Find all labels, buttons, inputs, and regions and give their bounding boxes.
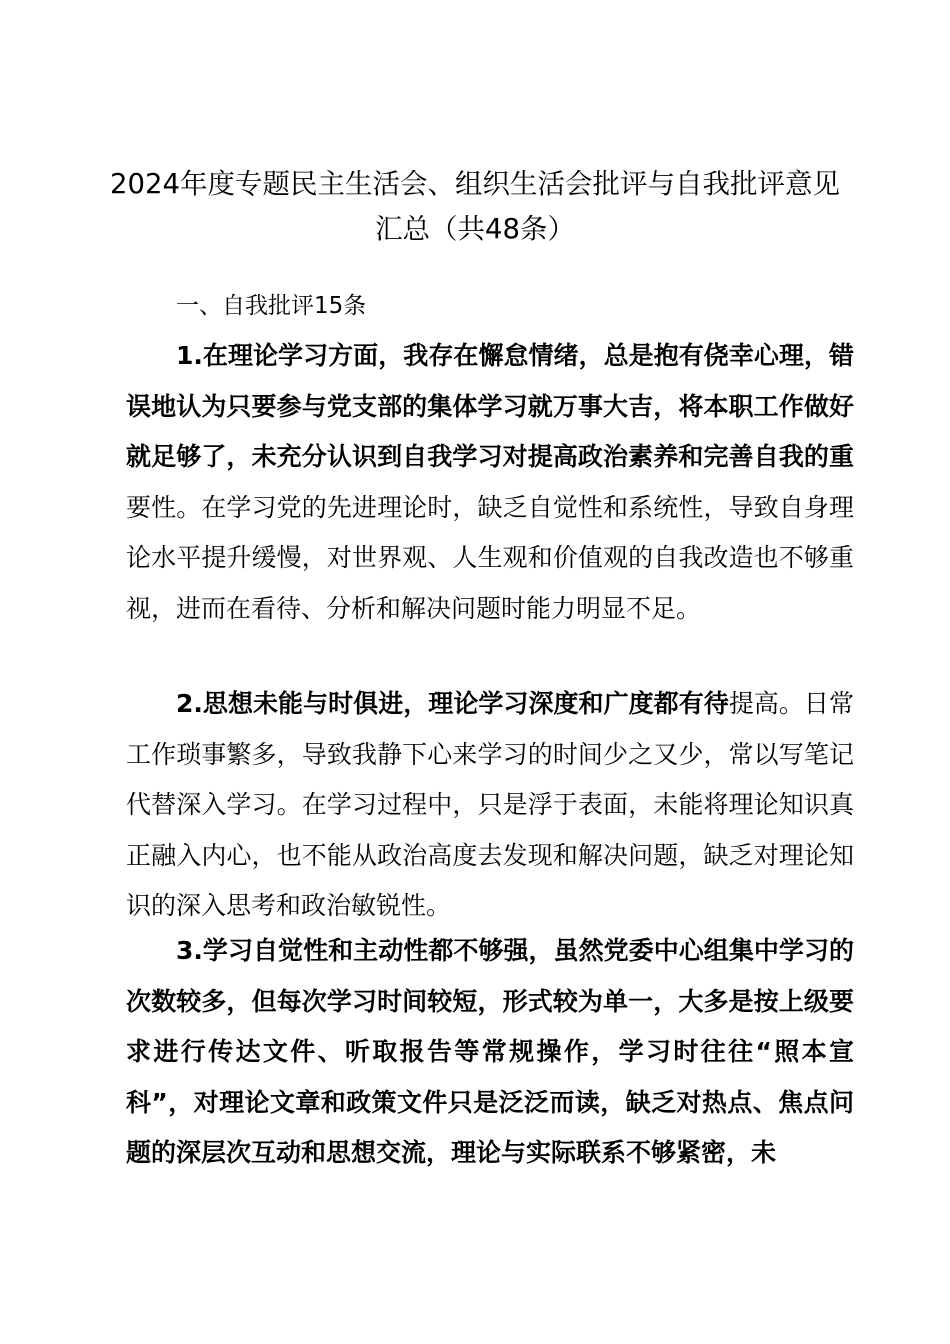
section-heading: 一、自我批评15条 bbox=[176, 293, 367, 319]
paragraph-1-text: 要性。在学习党的先进理论时，缺乏自觉性和系统性，导致自身理论水平提升缓慢，对世界观、人生观和价值观的自我改造也不够重视，进而在看待、分析和解决问题时能力明显不足。 bbox=[126, 492, 854, 623]
paragraph-2 bbox=[126, 679, 854, 932]
paragraph-3-bold-text: 3.学习自觉性和主动性都不够强，虽然党委中心组集中学习的次数较多，但每次学习时间较短，形式较为单一，大多是按上级要求进行传达文件、听取报告等常规操作，学习时往往“照本宣科”，对理论文章和政策文件只是泛泛而读，缺乏对热点、焦点问题的深层次互动和思想交流，理论与实际联系不够紧密，未 bbox=[126, 936, 854, 1168]
paragraph-2-bold-text: 2.思想未能与时俱进，理论学习深度和广度都有待 bbox=[176, 689, 729, 718]
paragraph-1-bold-text: 1.在理论学习方面，我存在懈怠情绪，总是抱有侥幸心理，错误地认为只要参与党支部的集体学习就万事大吉，将本职工作做好就足够了，未充分认识到自我学习对提高政治素养和完善自我的重 bbox=[126, 341, 854, 472]
paragraph-3 bbox=[126, 926, 854, 1179]
document-title: 2024年度专题民主生活会、组织生活会批评与自我批评意见汇总（共48条） bbox=[110, 168, 840, 245]
paragraph-2-text: 提高。日常工作琐事繁多，导致我静下心来学习的时间少之又少，常以写笔记代替深入学习。在学习过程中，只是浮于表面，未能将理论知识真正融入内心，也不能从政治高度去发现和解决问题，缺乏对理论知识的深入思考和政治敏锐性。 bbox=[126, 689, 854, 921]
paragraph-1 bbox=[126, 331, 854, 635]
